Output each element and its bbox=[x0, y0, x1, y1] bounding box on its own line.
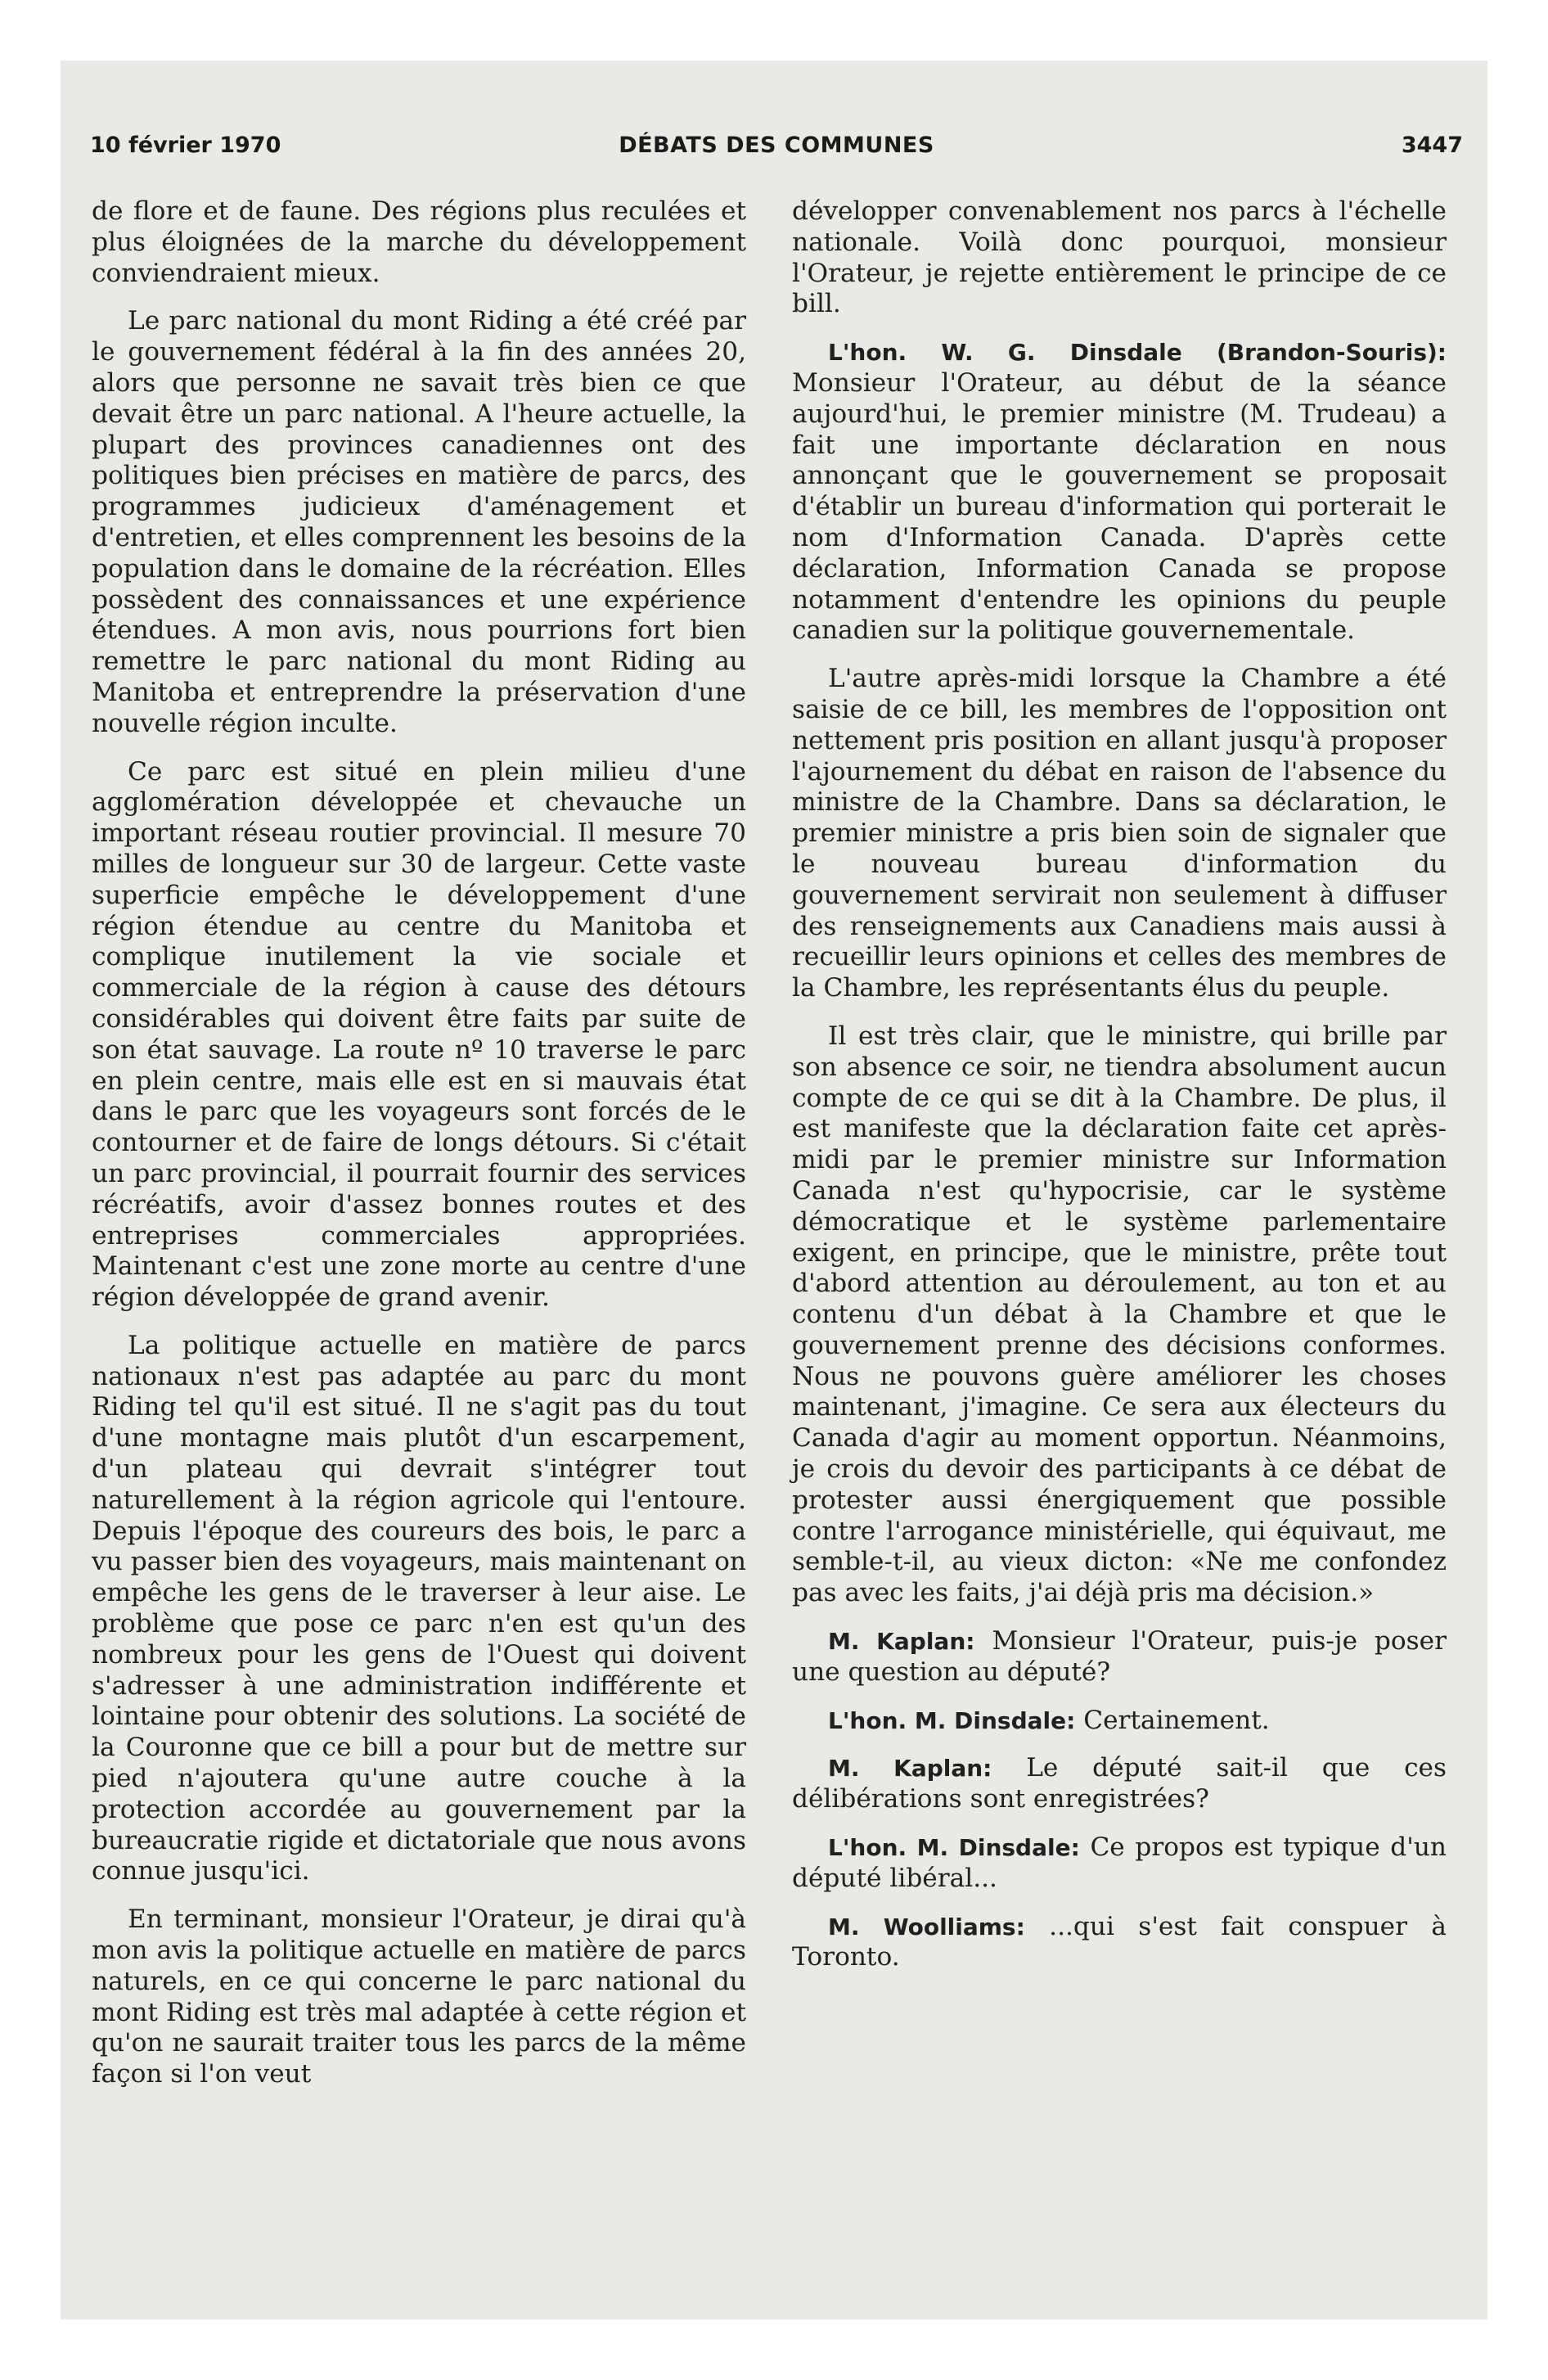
header-date: 10 février 1970 bbox=[90, 133, 281, 158]
left-column bbox=[92, 196, 746, 2107]
paragraph: Le parc national du mont Riding a été créé par le gouvernement fédéral à la fin des années 20, alors que personne ne savait très bien ce que devait être un parc national. A l'heure actuelle, la plupart des provinces canadiennes ont des politiques bien précises en matière de parcs, des programmes judicieux d'aménagement et d'entretien, et elles comprennent les besoins de la population dans le domaine de la récréation. Elles possèdent des connaissances et une expérience étendues. A mon avis, nous pourrions fort bien remettre le parc national du mont Riding au Manitoba et entreprendre la préservation d'une nouvelle région inculte. bbox=[92, 306, 746, 738]
speech-paragraph bbox=[792, 1912, 1447, 1974]
speech-text: Le député sait-il que ces délibérations sont enregistrées? bbox=[792, 1753, 1447, 1814]
speech-text: Monsieur l'Orateur, au début de la séance aujourd'hui, le premier ministre (M. Trudeau) a fait une importante déclaration en nous annonçant que le gouvernement se proposait d'établir un bureau d'information qui porterait le nom d'Information Canada. D'après cette déclaration, Information Canada se propose notamment d'entendre les opinions du peuple canadien sur la politique gouvernementale. bbox=[792, 367, 1447, 646]
speech-paragraph bbox=[792, 1706, 1447, 1737]
paragraph: Il est très clair, que le ministre, qui brille par son absence ce soir, ne tiendra absolument aucun compte de ce qui se dit à la Chambre. De plus, il est manifeste que la déclaration faite cet après-midi par le premier ministre sur Information Canada n'est qu'hypocrisie, car le système démocratique et le système parlementaire exigent, en principe, que le ministre, prête tout d'abord attention au déroulement, au ton et au contenu d'un débat à la Chambre et que le gouvernement prenne des décisions conformes. Nous ne pouvons guère améliorer les choses maintenant, j'imagine. Ce sera aux électeurs du Canada d'agir au moment opportun. Néanmoins, je crois du devoir des participants à ce débat de protester aussi énergiquement que possible contre l'arrogance ministérielle, qui équivaut, me semble-t-il, au vieux dicton: «Ne me confondez pas avec les faits, j'ai déjà pris ma décision.» bbox=[792, 1021, 1447, 1608]
speech-text: Ce propos est typique d'un député libéral... bbox=[792, 1832, 1447, 1893]
header-title: DÉBATS DES COMMUNES bbox=[619, 133, 934, 158]
paragraph: En terminant, monsieur l'Orateur, je dirai qu'à mon avis la politique actuelle en matière de parcs naturels, en ce qui concerne le parc national du mont Riding est très mal adaptée à cette région et qu'on ne saurait traiter tous les parcs de la même façon si l'on veut bbox=[92, 1904, 746, 2089]
speaker-name: M. Kaplan: bbox=[828, 1755, 992, 1783]
speech-paragraph bbox=[792, 1753, 1447, 1815]
speaker-name: L'hon. M. Dinsdale: bbox=[828, 1706, 1076, 1734]
speaker-name: M. Woolliams: bbox=[828, 1913, 1025, 1941]
page-header bbox=[90, 133, 1463, 169]
paragraph: Ce parc est situé en plein milieu d'une agglomération développée et chevauche un important réseau routier provincial. Il mesure 70 milles de longueur sur 30 de largeur. Cette vaste superficie empêche le développement d'une région étendue au centre du Manitoba et complique inutilement la vie sociale et commerciale de la région à cause des détours considérables qui doivent être faits par suite de son état sauvage. La route nº 10 traverse le parc en plein centre, mais elle est en si mauvais état dans le parc que les voyageurs sont forcés de le contourner et de faire de longs détours. Si c'était un parc provincial, il pourrait fournir des services récréatifs, avoir d'assez bonnes routes et des entreprises commerciales appropriées. Maintenant c'est une zone morte au centre d'une région développée de grand avenir. bbox=[92, 756, 746, 1313]
speaker-name: L'hon. M. Dinsdale: bbox=[828, 1834, 1080, 1862]
speech-paragraph bbox=[792, 337, 1447, 647]
speech-text: Monsieur l'Orateur, puis-je poser une question au député? bbox=[792, 1626, 1447, 1687]
right-column bbox=[792, 196, 1447, 1990]
speech-text: Certainement. bbox=[1083, 1705, 1270, 1735]
paragraph: L'autre après-midi lorsque la Chambre a été saisie de ce bill, les membres de l'opposition ont nettement pris position en allant jusqu'à proposer l'ajournement du débat en raison de l'absence du ministre de la Chambre. Dans sa déclaration, le premier ministre a pris bien soin de signaler que le nouveau bureau d'information du gouvernement servirait non seulement à diffuser des renseignements aux Canadiens mais aussi à recueillir leurs opinions et celles des membres de la Chambre, les représentants élus du peuple. bbox=[792, 664, 1447, 1003]
page-number: 3447 bbox=[1401, 133, 1463, 158]
speaker-name: M. Kaplan: bbox=[828, 1628, 975, 1656]
speech-text: ...qui s'est fait conspuer à Toronto. bbox=[792, 1911, 1447, 1972]
speech-paragraph bbox=[792, 1832, 1447, 1895]
speaker-name: L'hon. W. G. Dinsdale (Brandon-Souris): bbox=[828, 339, 1447, 367]
paragraph: développer convenablement nos parcs à l'échelle nationale. Voilà donc pourquoi, monsieur l'Orateur, je rejette entièrement le principe de ce bill. bbox=[792, 196, 1447, 319]
speech-paragraph bbox=[792, 1626, 1447, 1688]
paragraph: La politique actuelle en matière de parcs nationaux n'est pas adaptée au parc du mont Riding tel qu'il est situé. Il ne s'agit pas du tout d'une montagne mais plutôt d'un escarpement, d'un plateau qui devrait s'intégrer tout naturellement à la région agricole qui l'entoure. Depuis l'époque des coureurs des bois, le parc a vu passer bien des voyageurs, mais maintenant on empêche les gens de le traverser à leur aise. Le problème que pose ce parc n'en est qu'un des nombreux pour les gens de l'Ouest qui doivent s'adresser à une administration indifférente et lointaine pour obtenir des solutions. La société de la Couronne que ce bill a pour but de mettre sur pied n'ajoutera qu'une autre couche à la protection accordée au gouvernement par la bureaucratie rigide et dictatoriale que nous avons connue jusqu'ici. bbox=[92, 1330, 746, 1886]
paragraph: de flore et de faune. Des régions plus reculées et plus éloignées de la marche du développement conviendraient mieux. bbox=[92, 196, 746, 288]
